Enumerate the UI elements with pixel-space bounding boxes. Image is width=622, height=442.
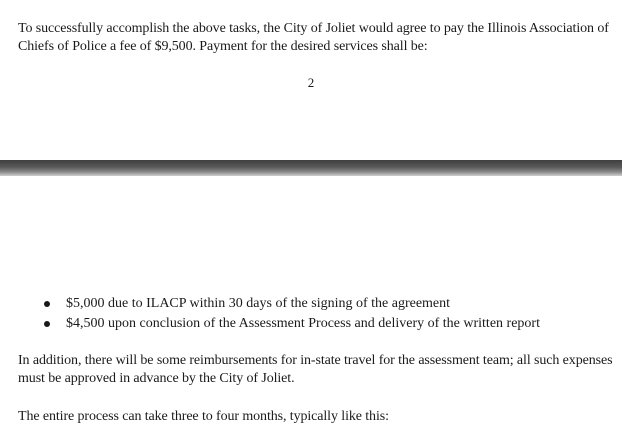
- document-page-bottom: [0, 176, 622, 442]
- process-paragraph: The entire process can take three to four months, typically like this:: [18, 409, 389, 424]
- document-page-top: [0, 0, 622, 160]
- list-item-text: $5,000 due to ILACP within 30 days of the signing of the agreement: [66, 296, 451, 311]
- payment-schedule-list: [44, 294, 540, 334]
- reimbursement-paragraph: In addition, there will be some reimbursements for in-state travel for the assessment team; all such expenses must be approved in advance by the City of Joliet.: [18, 353, 613, 386]
- bullet-icon: [44, 301, 50, 307]
- page-number: 2: [307, 75, 315, 90]
- payment-paragraph: To successfully accomplish the above tasks, the City of Joliet would agree to pay the Illinois Association of Chiefs of Police a fee of $9,500. Payment for the desired services shall be:: [18, 21, 609, 54]
- bullet-icon: [44, 321, 50, 327]
- page-break-divider: [0, 160, 622, 176]
- list-item-text: $4,500 upon conclusion of the Assessment Process and delivery of the written report: [66, 316, 540, 331]
- list-item: [44, 294, 540, 314]
- list-item: [44, 314, 540, 334]
